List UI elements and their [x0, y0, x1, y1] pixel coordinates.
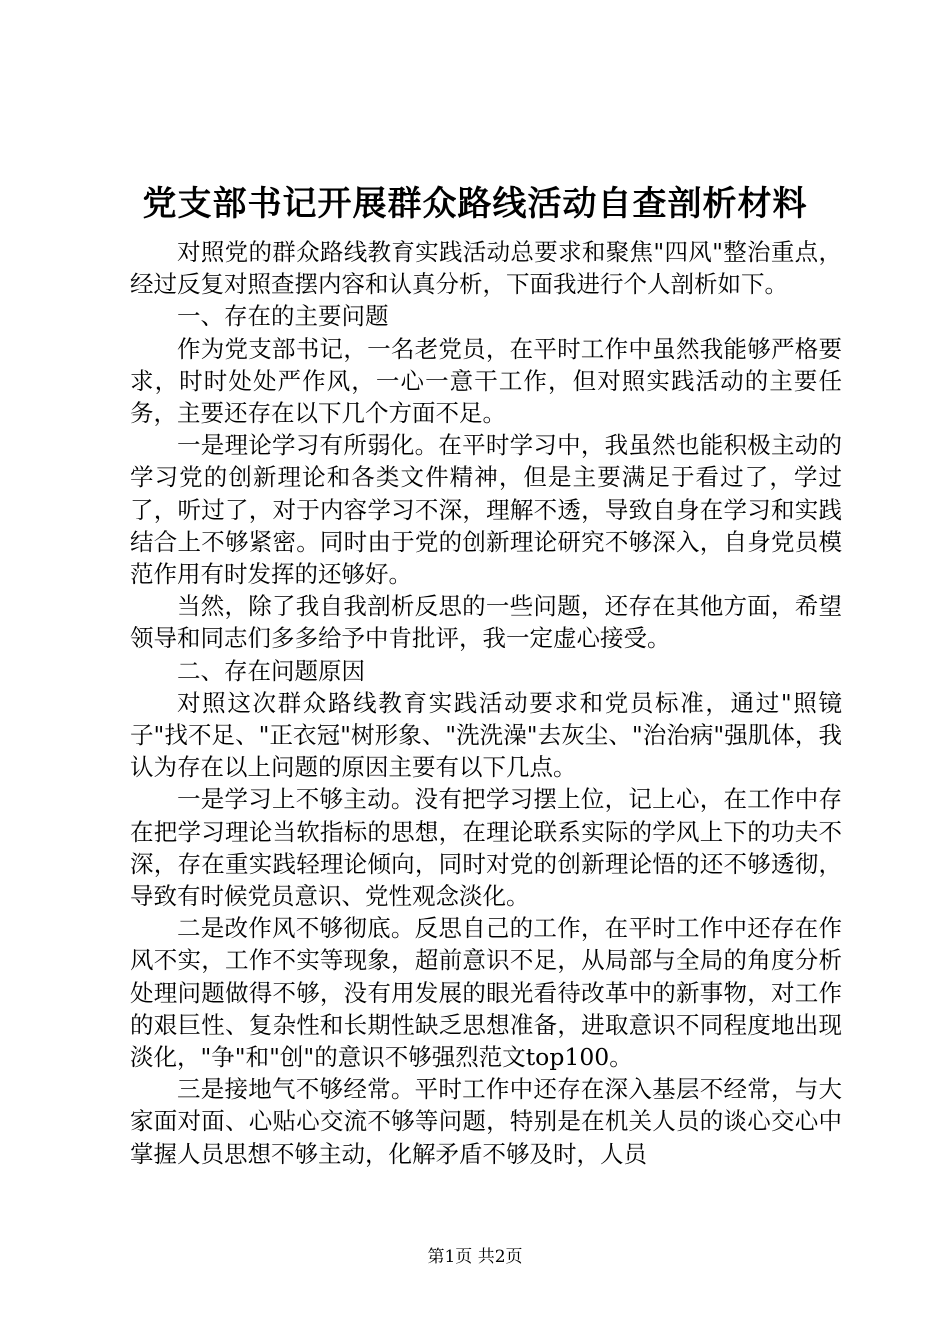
document-title: 党支部书记开展群众路线活动自查剖析材料 — [142, 184, 808, 224]
paragraph: 作为党支部书记，一名老党员，在平时工作中虽然我能够严格要求，时时处处严作风，一心一意干工作，但对照实践活动的主要任务，主要还存在以下几个方面不足。 — [130, 334, 842, 428]
paragraph: 一是学习上不够主动。没有把学习摆上位，记上心，在工作中存在把学习理论当软指标的思想，在理论联系实际的学风上下的功夫不深，存在重实践轻理论倾向，同时对党的创新理论悟的还不够透彻，导致有时候党员意识、党性观念淡化。 — [130, 785, 842, 911]
section-heading-causes: 二、存在问题原因 — [177, 656, 365, 685]
paragraph: 对照这次群众路线教育实践活动要求和党员标准，通过"照镜子"找不足、"正衣冠"树形象、"洗洗澡"去灰尘、"治治病"强肌体，我认为存在以上问题的原因主要有以下几点。 — [130, 688, 842, 782]
paragraph: 一是理论学习有所弱化。在平时学习中，我虽然也能积极主动的学习党的创新理论和各类文件精神，但是主要满足于看过了，学过了，听过了，对于内容学习不深，理解不透，导致自身在学习和实践结合上不够紧密。同时由于党的创新理论研究不够深入，自身党员模范作用有时发挥的还够好。 — [130, 431, 842, 589]
page-number-footer: 第1页 共2页 — [427, 1247, 523, 1267]
paragraph-intro: 对照党的群众路线教育实践活动总要求和聚焦"四风"整治重点，经过反复对照查摆内容和认真分析，下面我进行个人剖析如下。 — [130, 238, 842, 299]
document-body — [130, 236, 842, 1170]
paragraph: 二是改作风不够彻底。反思自己的工作，在平时工作中还存在作风不实，工作不实等现象，超前意识不足，从局部与全局的角度分析处理问题做得不够，没有用发展的眼光看待改革中的新事物，对工作的艰巨性、复杂性和长期性缺乏思想准备，进取意识不同程度地出现淡化，"争"和"创"的意识不够强烈范文top100。 — [130, 914, 842, 1072]
paragraph: 三是接地气不够经常。平时工作中还存在深入基层不经常，与大家面对面、心贴心交流不够等问题，特别是在机关人员的谈心交心中掌握人员思想不够主动，化解矛盾不够及时，人员 — [130, 1075, 842, 1168]
paragraph: 当然，除了我自我剖析反思的一些问题，还存在其他方面，希望领导和同志们多多给予中肯批评，我一定虚心接受。 — [130, 592, 842, 653]
section-heading-problems: 一、存在的主要问题 — [177, 302, 389, 331]
